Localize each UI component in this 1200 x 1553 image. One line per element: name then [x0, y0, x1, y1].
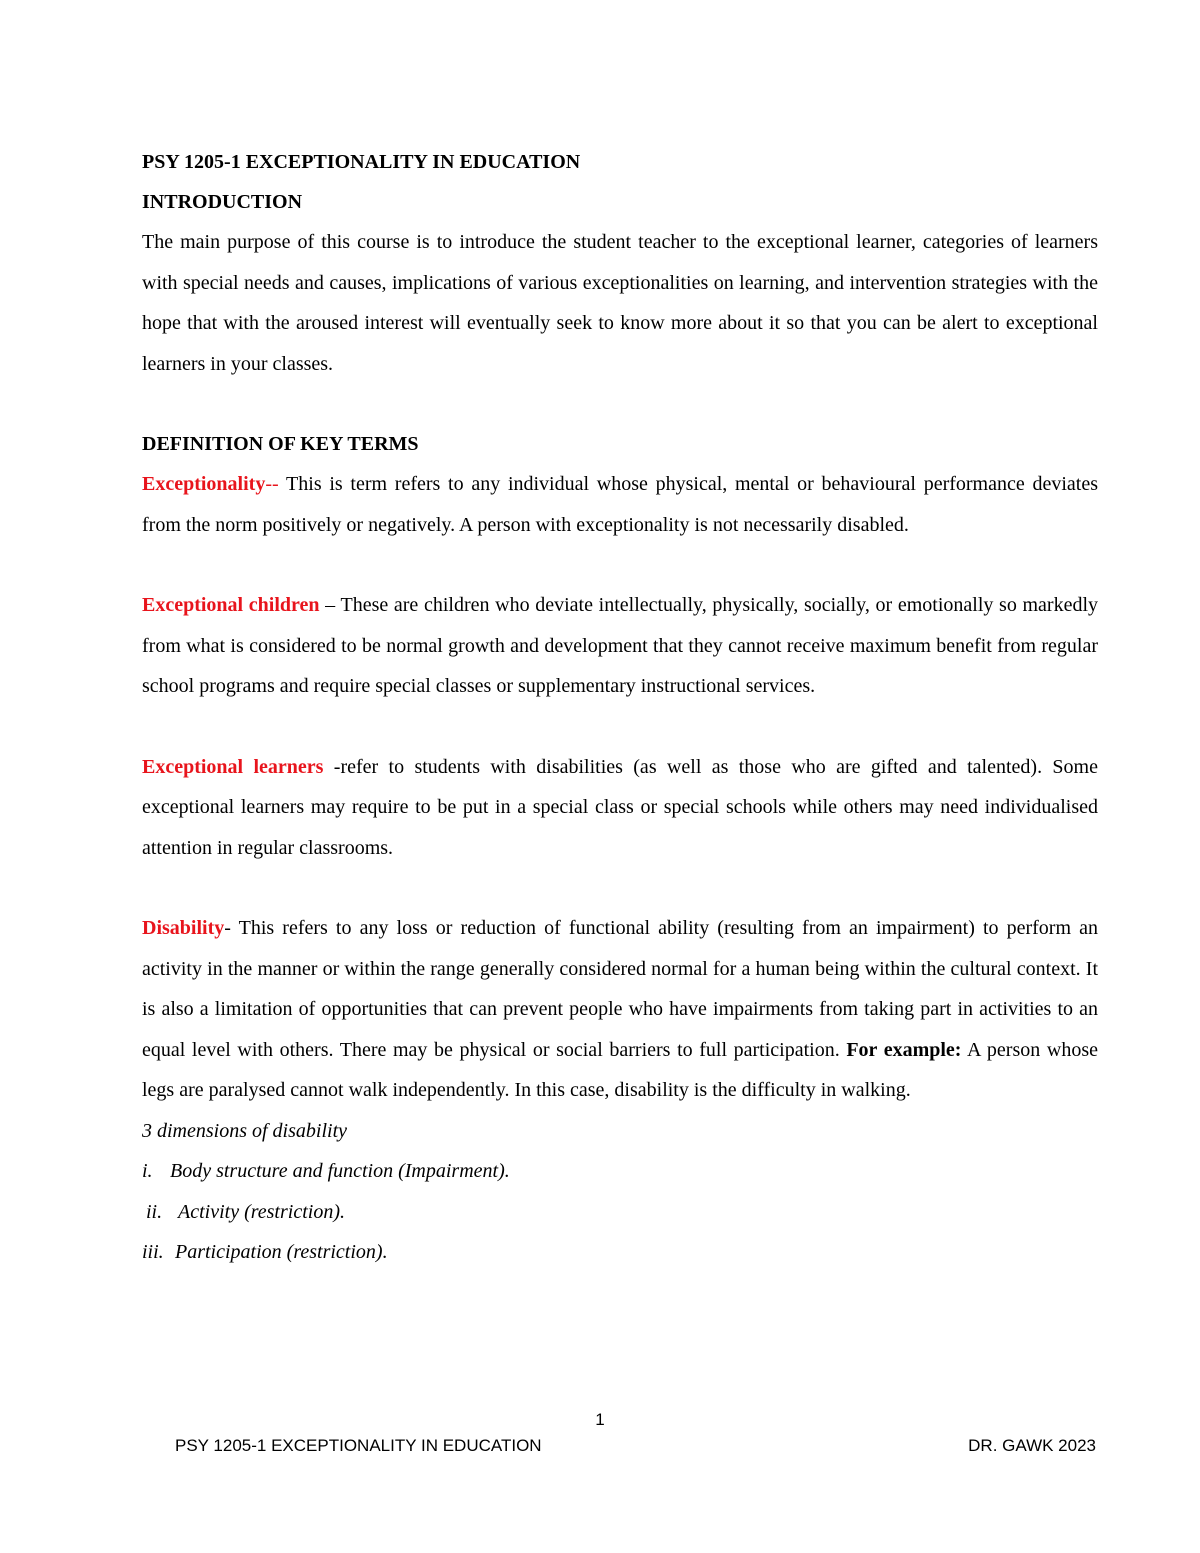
course-title: PSY 1205-1 EXCEPTIONALITY IN EDUCATION — [142, 151, 581, 173]
definition-separator: – — [319, 594, 341, 616]
footer-author-year: DR. GAWK 2023 — [968, 1436, 1096, 1455]
page-body — [142, 142, 1098, 1273]
dimension-item — [142, 1232, 1098, 1273]
dimension-text: Body structure and function (Impairment). — [170, 1160, 510, 1182]
dimension-text: Activity (restriction). — [178, 1200, 345, 1223]
definition-separator: -- — [265, 473, 287, 495]
definition-disability — [142, 908, 1098, 1111]
definitions-heading: DEFINITION OF KEY TERMS — [142, 433, 419, 455]
example-label: For example: — [846, 1038, 962, 1061]
dimensions-heading: 3 dimensions of disability — [142, 1119, 347, 1142]
definition-text: refer to students with disabilities (as well as those who are gifted and talented). Some exceptional learners may require to be put in a special class or special schools while others may need individualised attention in regular classrooms. — [142, 755, 1098, 859]
page-number: 1 — [595, 1410, 605, 1429]
introduction-heading: INTRODUCTION — [142, 191, 303, 213]
definition-term: Exceptionality — [142, 473, 266, 495]
dimension-item — [142, 1151, 1098, 1192]
dimension-text: Participation (restriction). — [175, 1241, 388, 1263]
dimension-item — [142, 1192, 1098, 1233]
definition-text: These are children who deviate intellectually, physically, socially, or emotionally so markedly from what is considered to be normal growth and development that they cannot receive maximum benefit from regular school programs and require special classes or supplementary instructional services. — [142, 594, 1099, 697]
introduction-paragraph: The main purpose of this course is to introduce the student teacher to the exceptional learner, categories of learners with special needs and causes, implications of various exceptionalities on learning, and intervention strategies with the hope that with the aroused interest will eventually seek to know more about it so that you can be alert to exceptional learners in your classes. — [142, 231, 1098, 375]
definition-exceptional-learners — [142, 747, 1098, 869]
definition-text: This refers to any loss or reduction of functional ability (resulting from an impairment) to perform an activity in the manner or within the range generally considered normal for a human being within the cultural context. It is also a limitation of opportunities that can prevent people who have impairments from taking part in activities to an equal level with others. There may be physical or social barriers to full participation. — [142, 917, 1098, 1061]
definition-term: Disability — [142, 917, 225, 939]
definition-text: This is term refers to any individual whose physical, mental or behavioural performance deviates from the norm positively or negatively. A person with exceptionality is not necessarily disabled. — [142, 473, 1098, 536]
definition-term: Exceptional children — [142, 594, 320, 616]
definition-term: Exceptional learners — [142, 755, 324, 778]
list-numeral: ii. — [146, 1200, 163, 1223]
example-text: A person whose legs are paralysed cannot walk independently. In this case, disability is the difficulty in walking. — [142, 1038, 1098, 1101]
definition-exceptionality — [142, 464, 1098, 545]
definition-separator: - — [224, 917, 239, 939]
list-numeral: iii. — [142, 1241, 164, 1263]
footer-course-title: PSY 1205-1 EXCEPTIONALITY IN EDUCATION — [175, 1436, 542, 1455]
list-numeral: i. — [142, 1160, 153, 1182]
definition-separator: - — [323, 755, 341, 778]
definition-exceptional-children — [142, 585, 1098, 707]
